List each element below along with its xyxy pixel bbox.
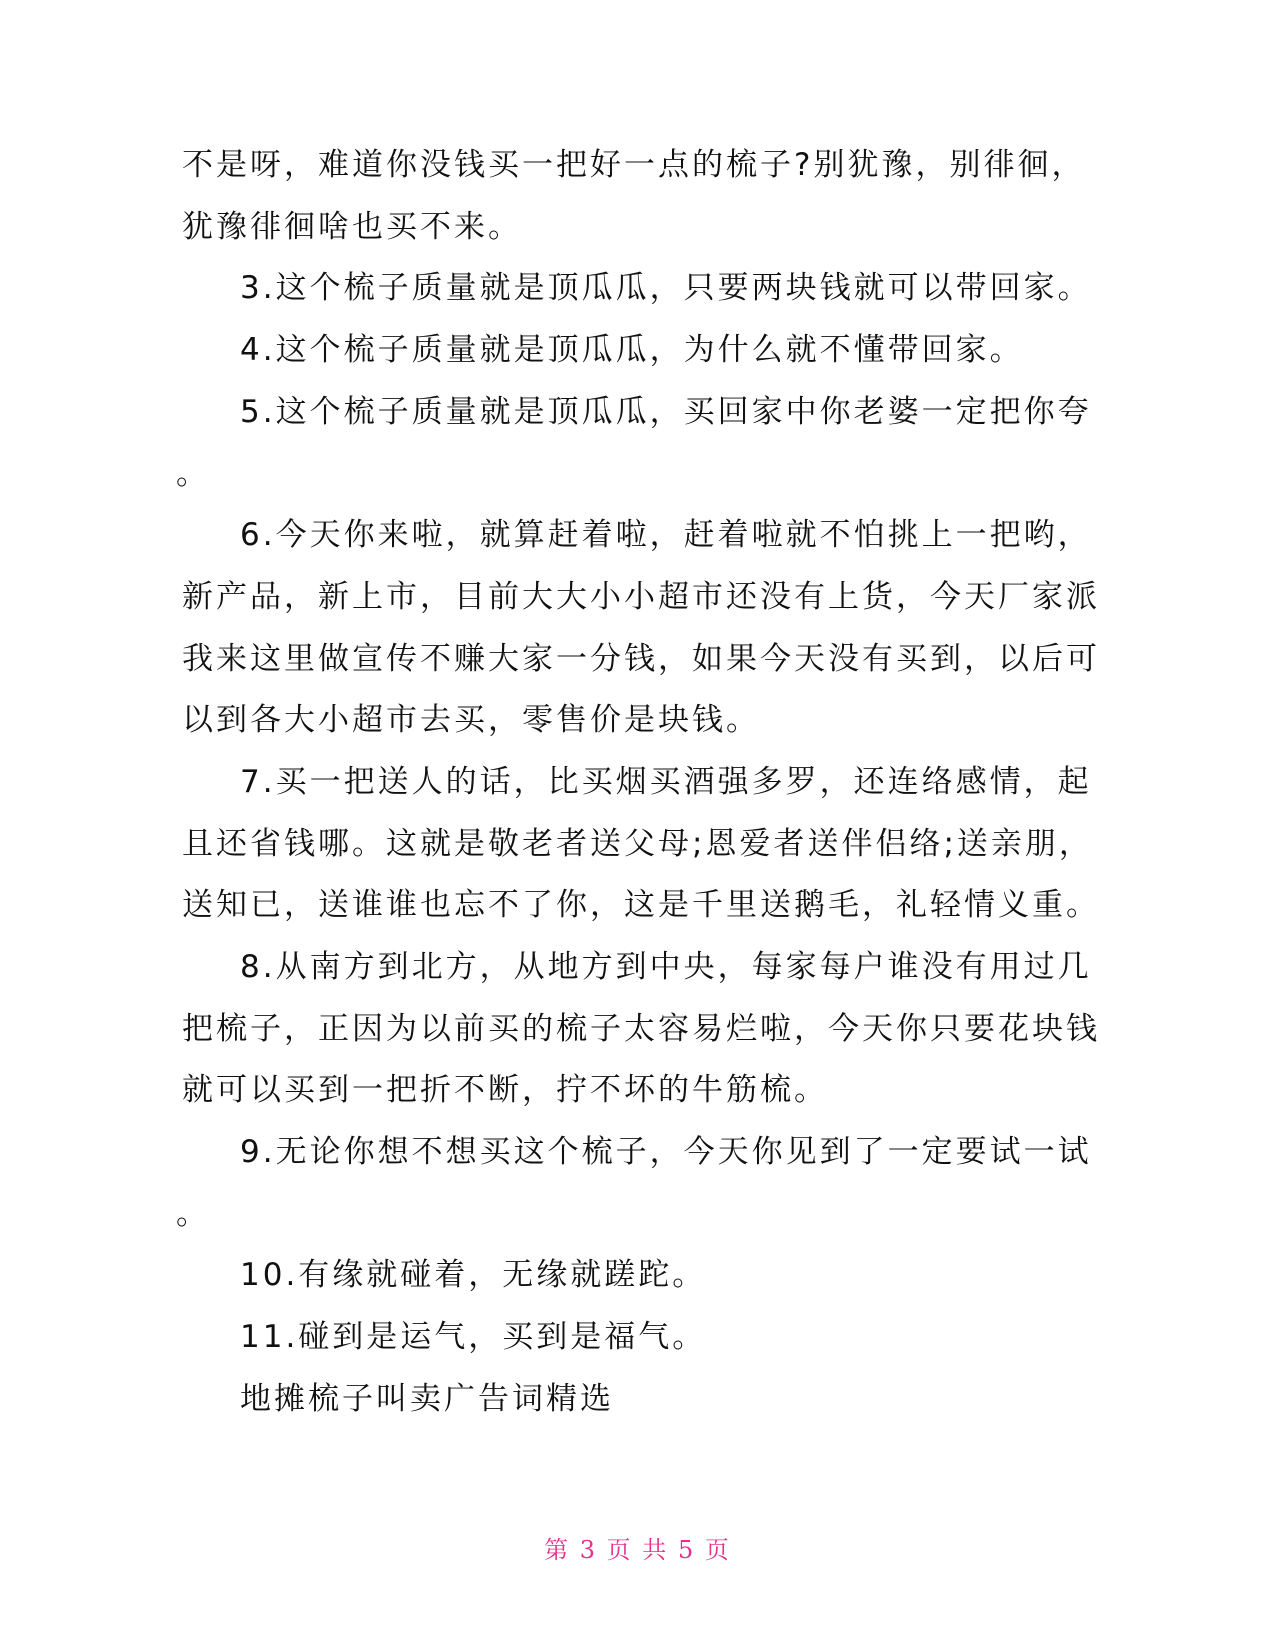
text-line: 。: [176, 1196, 210, 1232]
footer-suffix: 页: [704, 1536, 731, 1564]
text-line: 新产品，新上市，目前大大小小超市还没有上货，今天厂家派: [182, 579, 1100, 615]
text-line: 犹豫徘徊啥也买不来。: [182, 209, 522, 245]
text-line: 我来这里做宣传不赚大家一分钱，如果今天没有买到，以后可: [182, 641, 1100, 677]
text-line: 5.这个梳子质量就是顶瓜瓜，买回家中你老婆一定把你夸: [240, 394, 1092, 430]
page-footer: [0, 1530, 1275, 1565]
footer-total-pages: 5: [677, 1536, 696, 1564]
text-line: 7.买一把送人的话，比买烟买酒强多罗，还连络感情，起: [240, 764, 1092, 800]
text-line: 就可以买到一把折不断，拧不坏的牛筋梳。: [182, 1072, 828, 1108]
text-line: 8.从南方到北方，从地方到中央，每家每户谁没有用过几: [240, 949, 1092, 985]
footer-middle: 页 共: [606, 1536, 669, 1564]
text-line: 6.今天你来啦，就算赶着啦，赶着啦就不怕挑上一把哟，: [240, 517, 1092, 553]
text-line: 9.无论你想不想买这个梳子，今天你见到了一定要试一试: [240, 1134, 1092, 1170]
footer-prefix: 第: [544, 1536, 571, 1564]
text-line: 且还省钱哪。这就是敬老者送父母;恩爱者送伴侣络;送亲朋，: [182, 826, 1093, 862]
text-line: 送知已，送谁谁也忘不了你，这是千里送鹅毛，礼轻情义重。: [182, 887, 1100, 923]
text-line: 4.这个梳子质量就是顶瓜瓜，为什么就不懂带回家。: [240, 332, 1024, 368]
text-line: 10.有缘就碰着，无缘就蹉跎。: [240, 1257, 707, 1293]
text-line: 把梳子，正因为以前买的梳子太容易烂啦，今天你只要花块钱: [182, 1011, 1100, 1047]
footer-page-number: 3: [579, 1536, 598, 1564]
text-line: 。: [176, 456, 210, 492]
section-heading: 地摊梳子叫卖广告词精选: [240, 1381, 614, 1417]
text-line: 3.这个梳子质量就是顶瓜瓜，只要两块钱就可以带回家。: [240, 270, 1092, 306]
text-line: 不是呀，难道你没钱买一把好一点的梳子?别犹豫，别徘徊，: [182, 147, 1086, 183]
text-line: 以到各大小超市去买，零售价是块钱。: [182, 702, 760, 738]
text-line: 11.碰到是运气，买到是福气。: [240, 1319, 707, 1355]
